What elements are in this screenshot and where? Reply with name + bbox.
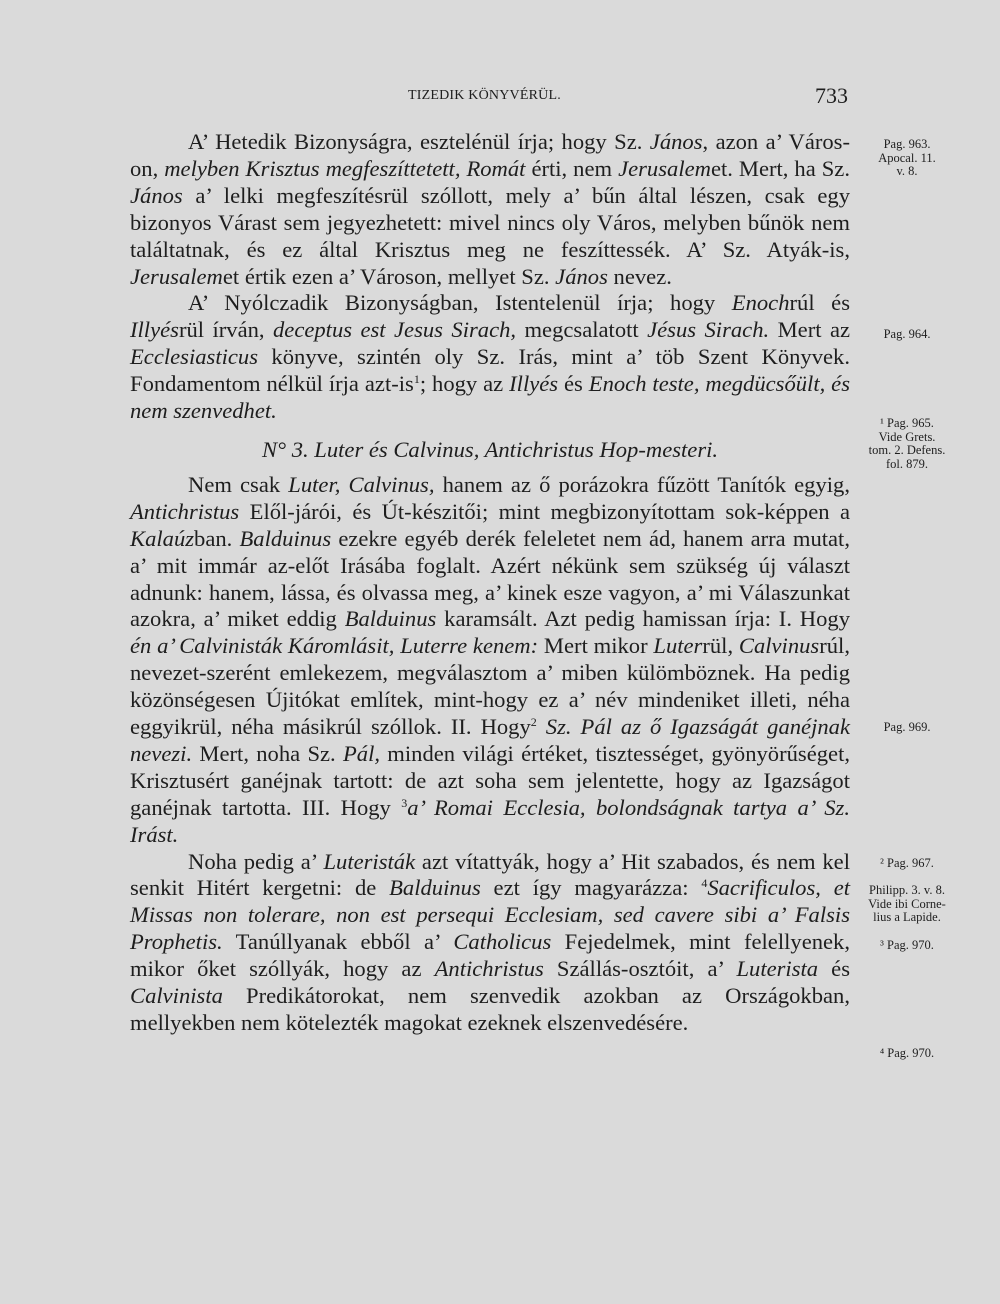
margin-note	[852, 721, 962, 735]
margin-note-line: fol. 879.	[885, 456, 928, 471]
page-number: 733	[815, 83, 848, 108]
text-run: karamsált. Azt pedig hamissan írja: I. Hogy	[436, 606, 850, 632]
italic-text: Sacrificulos, et Missas non tolerare, non est persequi Ecclesiam, sed cavere sibi a’ Falsis Prophetis.	[130, 875, 851, 955]
text-run: megcsalatott	[516, 317, 648, 343]
text-run: ban.	[194, 525, 240, 551]
margin-note	[852, 857, 962, 871]
italic-text: Calvinista	[130, 983, 223, 1009]
text-run: és	[818, 956, 850, 982]
margin-note	[852, 417, 962, 471]
italic-text: deceptus est Jesus Sirach,	[273, 317, 517, 343]
margin-note	[852, 884, 962, 925]
margin-note-line: ³ Pag. 970.	[880, 938, 934, 952]
paragraph	[130, 472, 850, 849]
italic-text: János	[130, 182, 183, 208]
margin-note-line: ² Pag. 967.	[880, 856, 934, 870]
italic-text: Luter	[653, 633, 703, 659]
paragraph	[130, 129, 850, 290]
text-run: rül,	[702, 633, 739, 659]
margin-note-line: Vide ibi Corne-	[868, 896, 946, 911]
italic-text: Luter, Calvinus,	[288, 471, 435, 497]
text-run: és	[558, 371, 589, 397]
text-run: rúl, nevezet-szerént emlekezem, megválasztom a’ miben külömböznek. Ha pedig közönségesen Újitókat említek, mint-hogy ez a’ név mindeniket illeti, néha eggyikrül, néha másikrúl szóllok. II. Hogy	[130, 633, 850, 740]
text-run: Predikátorokat, nem szenvedik azokban az Országokban, mellyekben nem kötelezték magokat ezeknek elszenvedésére.	[130, 983, 850, 1035]
footnote-marker: 4	[701, 876, 708, 891]
text-run: A’ Hetedik Bizonyságra, esztelénül írja; hogy Sz.	[188, 129, 650, 154]
text-run: ezekre egyéb derék feleletet nem ád, hanem arra mutat, a’ mit immár az-előt Irásába foglalt. Azért nékünk sem szükség új választ adnunk: hanem, lássa, és olvassa meg, a’ kinek esze vagyon, a’ mi Válaszunkat azokra, a’ miket eddig	[130, 525, 850, 632]
text-run: Fejedelmek, mint felellyenek, mikor őket szóllyák, hogy az	[130, 929, 850, 982]
margin-note-line: Philipp. 3. v. 8.	[869, 883, 945, 897]
margin-note-line: Pag. 963.	[883, 137, 931, 151]
italic-text: Jerusalem	[130, 263, 223, 289]
italic-text: Kalaúz	[130, 525, 195, 551]
margin-note-line: Vide Grets.	[878, 429, 936, 444]
text-run: rúl és	[789, 290, 850, 316]
italic-text: Enoch	[731, 290, 790, 316]
margin-note-line: ¹ Pag. 965.	[880, 416, 934, 430]
italic-text: Calvinus	[738, 633, 820, 659]
footnote-marker: 3	[401, 795, 408, 810]
italic-text: Antichristus	[130, 498, 240, 524]
text-run: ezt így magyarázza:	[480, 875, 702, 901]
italic-text: Ecclesiasticus	[130, 344, 258, 370]
italic-text: János	[555, 263, 608, 289]
main-text	[130, 129, 850, 1037]
italic-text: János	[649, 129, 703, 154]
italic-text: Balduinus	[389, 875, 481, 901]
text-run: a’ lelki megfeszítésrül szóllott, mely a’ bűn által lészen, csak egy bizonyos Várast sem jegyezhetett: mivel nincs oly Város, melyben bűnök nem találtatnak, és ez által Krisztus meg ne feszíttessék. A’ Sz. Atyák-is,	[130, 182, 850, 262]
margin-note-line: Pag. 969.	[883, 720, 931, 734]
text-run: et. Mert, ha Sz.	[710, 155, 850, 181]
margin-note-line: lius a Lapide.	[873, 910, 941, 924]
italic-text: Jerusalem	[618, 155, 711, 181]
text-run: Mert az	[769, 317, 851, 343]
text-run: ; hogy az	[419, 371, 510, 397]
text-run: hanem az ő porázokra fűzött Tanítók egyig,	[434, 471, 850, 497]
italic-text: Illyés	[130, 317, 179, 343]
italic-text: Balduinus	[239, 525, 332, 551]
italic-text: a’ Romai Ecclesia, bolondságnak tartya a’ Sz. Irást.	[130, 794, 850, 847]
text-run: minden világi értéket, tisztességet, gyönyörűséget, Krisztusért ganéjnak tartott: de azt soha sem jelentette, hogy az Igazságot ganéjnak tartotta. III. Hogy	[130, 740, 850, 820]
italic-text: Jésus Sirach.	[647, 317, 770, 343]
text-run: Noha pedig a’	[188, 848, 324, 874]
margin-note	[852, 1047, 962, 1061]
margin-note-line: Apocal. 11.	[878, 150, 936, 165]
italic-text: melyben Krisztus megfeszíttetett, Romát	[164, 155, 526, 181]
text-run: Elől-járói, és Út-készitői; mint megbizonyítottam sok-képpen a	[239, 498, 850, 524]
italic-text: N° 3. Luter és Calvinus, Antichristus Hop-mesteri.	[261, 436, 719, 462]
text-run: Mert, noha Sz.	[192, 740, 343, 766]
margin-note	[852, 138, 962, 179]
margin-note	[852, 328, 962, 342]
section-heading	[130, 437, 850, 464]
italic-text: én a’ Calvinisták Káromlásit, Luterre kenem:	[130, 633, 539, 659]
text-run: Nem csak	[188, 471, 289, 497]
text-run: azt vítattyák, hogy a’ Hit szabados, és nem kel senkit Hitért kergetni: de	[130, 848, 850, 901]
text-run: et értik ezen a’ Városon, mellyet Sz.	[222, 263, 556, 289]
italic-text: Balduinus	[344, 606, 437, 632]
margin-note-line: ⁴ Pag. 970.	[879, 1046, 935, 1060]
footnote-marker: 1	[413, 372, 420, 387]
italic-text: Sz. Pál az ő Igazságát ganéjnak nevezi.	[130, 714, 850, 766]
text-run: Tanúllyanak ebből a’	[222, 929, 454, 955]
italic-text: Luterista	[736, 956, 819, 982]
margin-note	[852, 939, 962, 953]
paragraph	[130, 849, 850, 1037]
text-run: Mert mikor	[538, 633, 654, 659]
margin-note-line: Pag. 964.	[883, 327, 931, 341]
margin-note-line: v. 8.	[896, 164, 918, 178]
text-run: , azon a’ Városon,	[130, 129, 851, 181]
italic-text: Antichristus	[434, 956, 544, 982]
text-run: Szállás-osztóit, a’	[543, 956, 737, 982]
text-run	[537, 714, 546, 739]
italic-text: Catholicus	[453, 929, 552, 955]
italic-text: Luteristák	[323, 848, 416, 874]
text-run: rül írván,	[178, 317, 273, 343]
italic-text: Pál,	[342, 740, 381, 766]
text-run: érti, nem	[525, 155, 619, 181]
margin-note-line: tom. 2. Defens.	[868, 443, 946, 457]
paragraph	[130, 290, 850, 425]
footnote-marker: 2	[530, 715, 537, 730]
text-run: A’ Nyólczadik Bizonyságban, Istentelenül írja; hogy	[188, 290, 732, 316]
italic-text: Illyés	[509, 371, 559, 397]
text-run: nevez.	[607, 263, 672, 289]
italic-text: Enoch teste, megdücsőült, és nem szenvedhet.	[130, 371, 850, 424]
running-title: TIZEDIK KÖNYVÉRÜL.	[408, 88, 561, 103]
text-run: könyve, szintén oly Sz. Irás, mint a’ töb Szent Könyvek. Fondamentom nélkül írja azt-is	[130, 344, 850, 397]
